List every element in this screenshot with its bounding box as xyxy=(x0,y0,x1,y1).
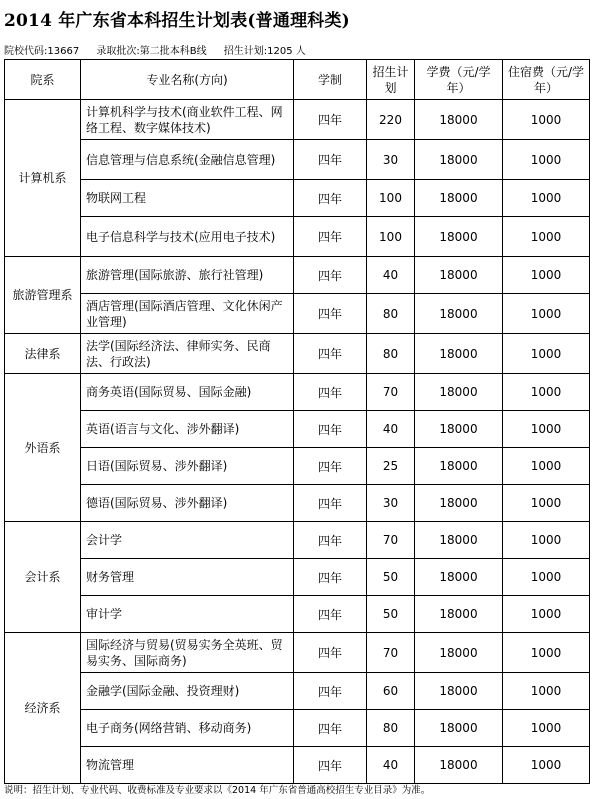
enrollment-plan-table xyxy=(4,59,590,784)
plan-cell: 60 xyxy=(367,673,415,710)
dorm-cell: 1000 xyxy=(503,257,590,294)
table-row xyxy=(5,633,590,673)
dorm-cell: 1000 xyxy=(503,673,590,710)
dorm-cell: 1000 xyxy=(503,710,590,747)
major-cell: 日语(国际贸易、涉外翻译) xyxy=(81,448,294,485)
tuition-cell: 18000 xyxy=(415,257,503,294)
plan-cell: 70 xyxy=(367,374,415,411)
years-cell: 四年 xyxy=(294,448,367,485)
table-row xyxy=(5,180,590,217)
plan-cell: 80 xyxy=(367,334,415,374)
tuition-cell: 18000 xyxy=(415,448,503,485)
dorm-cell: 1000 xyxy=(503,140,590,180)
tuition-cell: 18000 xyxy=(415,294,503,334)
years-cell: 四年 xyxy=(294,334,367,374)
dept-cell: 计算机系 xyxy=(5,100,81,257)
admission-batch: 录取批次:第二批本科B线 xyxy=(96,46,207,57)
dorm-cell: 1000 xyxy=(503,596,590,633)
plan-cell: 220 xyxy=(367,100,415,140)
plan-cell: 50 xyxy=(367,596,415,633)
plan-cell: 40 xyxy=(367,411,415,448)
major-cell: 电子商务(网络营销、移动商务) xyxy=(81,710,294,747)
years-cell: 四年 xyxy=(294,411,367,448)
table-row xyxy=(5,522,590,559)
school-code: 院校代码:13667 xyxy=(4,46,80,57)
tuition-cell: 18000 xyxy=(415,374,503,411)
years-cell: 四年 xyxy=(294,710,367,747)
table-row xyxy=(5,747,590,784)
dorm-cell: 1000 xyxy=(503,100,590,140)
years-cell: 四年 xyxy=(294,522,367,559)
tuition-cell: 18000 xyxy=(415,747,503,784)
footer-note: 说明：招生计划、专业代码、收费标准及专业要求以《2014 年广东省普通高校招生专业目录》为准。 xyxy=(4,785,431,796)
plan-cell: 100 xyxy=(367,180,415,217)
major-cell: 旅游管理(国际旅游、旅行社管理) xyxy=(81,257,294,294)
header-tuition: 学费（元/学年） xyxy=(415,60,503,100)
table-row xyxy=(5,140,590,180)
dorm-cell: 1000 xyxy=(503,485,590,522)
dorm-cell: 1000 xyxy=(503,522,590,559)
dorm-cell: 1000 xyxy=(503,217,590,257)
major-cell: 会计学 xyxy=(81,522,294,559)
major-cell: 审计学 xyxy=(81,596,294,633)
tuition-cell: 18000 xyxy=(415,710,503,747)
major-cell: 德语(国际贸易、涉外翻译) xyxy=(81,485,294,522)
plan-cell: 80 xyxy=(367,710,415,747)
dept-cell: 经济系 xyxy=(5,633,81,784)
dorm-cell: 1000 xyxy=(503,448,590,485)
years-cell: 四年 xyxy=(294,747,367,784)
dorm-cell: 1000 xyxy=(503,294,590,334)
table-row xyxy=(5,257,590,294)
header-dept: 院系 xyxy=(5,60,81,100)
table-row xyxy=(5,374,590,411)
table-row xyxy=(5,448,590,485)
years-cell: 四年 xyxy=(294,596,367,633)
tuition-cell: 18000 xyxy=(415,217,503,257)
tuition-cell: 18000 xyxy=(415,140,503,180)
major-cell: 电子信息科学与技术(应用电子技术) xyxy=(81,217,294,257)
dorm-cell: 1000 xyxy=(503,411,590,448)
admission-meta xyxy=(4,42,320,57)
years-cell: 四年 xyxy=(294,217,367,257)
years-cell: 四年 xyxy=(294,485,367,522)
major-cell: 法学(国际经济法、律师实务、民商法、行政法) xyxy=(81,334,294,374)
dorm-cell: 1000 xyxy=(503,334,590,374)
tuition-cell: 18000 xyxy=(415,559,503,596)
dept-cell: 会计系 xyxy=(5,522,81,633)
tuition-cell: 18000 xyxy=(415,100,503,140)
header-plan: 招生计划 xyxy=(367,60,415,100)
major-cell: 国际经济与贸易(贸易实务全英班、贸易实务、国际商务) xyxy=(81,633,294,673)
tuition-cell: 18000 xyxy=(415,522,503,559)
dept-cell: 法律系 xyxy=(5,334,81,374)
table-body xyxy=(5,100,590,784)
plan-cell: 30 xyxy=(367,140,415,180)
dorm-cell: 1000 xyxy=(503,633,590,673)
years-cell: 四年 xyxy=(294,633,367,673)
tuition-cell: 18000 xyxy=(415,411,503,448)
table-row xyxy=(5,100,590,140)
table-row xyxy=(5,710,590,747)
table-row xyxy=(5,411,590,448)
table-row xyxy=(5,485,590,522)
tuition-cell: 18000 xyxy=(415,596,503,633)
plan-cell: 70 xyxy=(367,522,415,559)
plan-cell: 70 xyxy=(367,633,415,673)
plan-cell: 30 xyxy=(367,485,415,522)
major-cell: 商务英语(国际贸易、国际金融) xyxy=(81,374,294,411)
table-row xyxy=(5,559,590,596)
major-cell: 物流管理 xyxy=(81,747,294,784)
header-years: 学制 xyxy=(294,60,367,100)
page-title: 2014 年广东省本科招生计划表(普通理科类) xyxy=(4,11,350,31)
major-cell: 信息管理与信息系统(金融信息管理) xyxy=(81,140,294,180)
years-cell: 四年 xyxy=(294,673,367,710)
plan-cell: 40 xyxy=(367,257,415,294)
years-cell: 四年 xyxy=(294,257,367,294)
dorm-cell: 1000 xyxy=(503,180,590,217)
table-row xyxy=(5,334,590,374)
years-cell: 四年 xyxy=(294,559,367,596)
dorm-cell: 1000 xyxy=(503,559,590,596)
years-cell: 四年 xyxy=(294,100,367,140)
major-cell: 金融学(国际金融、投资理财) xyxy=(81,673,294,710)
years-cell: 四年 xyxy=(294,180,367,217)
table-row xyxy=(5,596,590,633)
tuition-cell: 18000 xyxy=(415,485,503,522)
dorm-cell: 1000 xyxy=(503,374,590,411)
major-cell: 物联网工程 xyxy=(81,180,294,217)
table-row xyxy=(5,294,590,334)
plan-cell: 50 xyxy=(367,559,415,596)
plan-cell: 100 xyxy=(367,217,415,257)
tuition-cell: 18000 xyxy=(415,673,503,710)
major-cell: 计算机科学与技术(商业软件工程、网络工程、数字媒体技术) xyxy=(81,100,294,140)
years-cell: 四年 xyxy=(294,374,367,411)
tuition-cell: 18000 xyxy=(415,180,503,217)
table-row xyxy=(5,673,590,710)
major-cell: 英语(语言与文化、涉外翻译) xyxy=(81,411,294,448)
years-cell: 四年 xyxy=(294,294,367,334)
plan-cell: 40 xyxy=(367,747,415,784)
enrollment-plan-total: 招生计划:1205 人 xyxy=(223,46,306,57)
plan-cell: 80 xyxy=(367,294,415,334)
table-row xyxy=(5,217,590,257)
dept-cell: 外语系 xyxy=(5,374,81,522)
tuition-cell: 18000 xyxy=(415,633,503,673)
years-cell: 四年 xyxy=(294,140,367,180)
dorm-cell: 1000 xyxy=(503,747,590,784)
header-dorm: 住宿费（元/学年） xyxy=(503,60,590,100)
plan-cell: 25 xyxy=(367,448,415,485)
header-major: 专业名称(方向) xyxy=(81,60,294,100)
tuition-cell: 18000 xyxy=(415,334,503,374)
major-cell: 财务管理 xyxy=(81,559,294,596)
dept-cell: 旅游管理系 xyxy=(5,257,81,334)
major-cell: 酒店管理(国际酒店管理、文化休闲产业管理) xyxy=(81,294,294,334)
